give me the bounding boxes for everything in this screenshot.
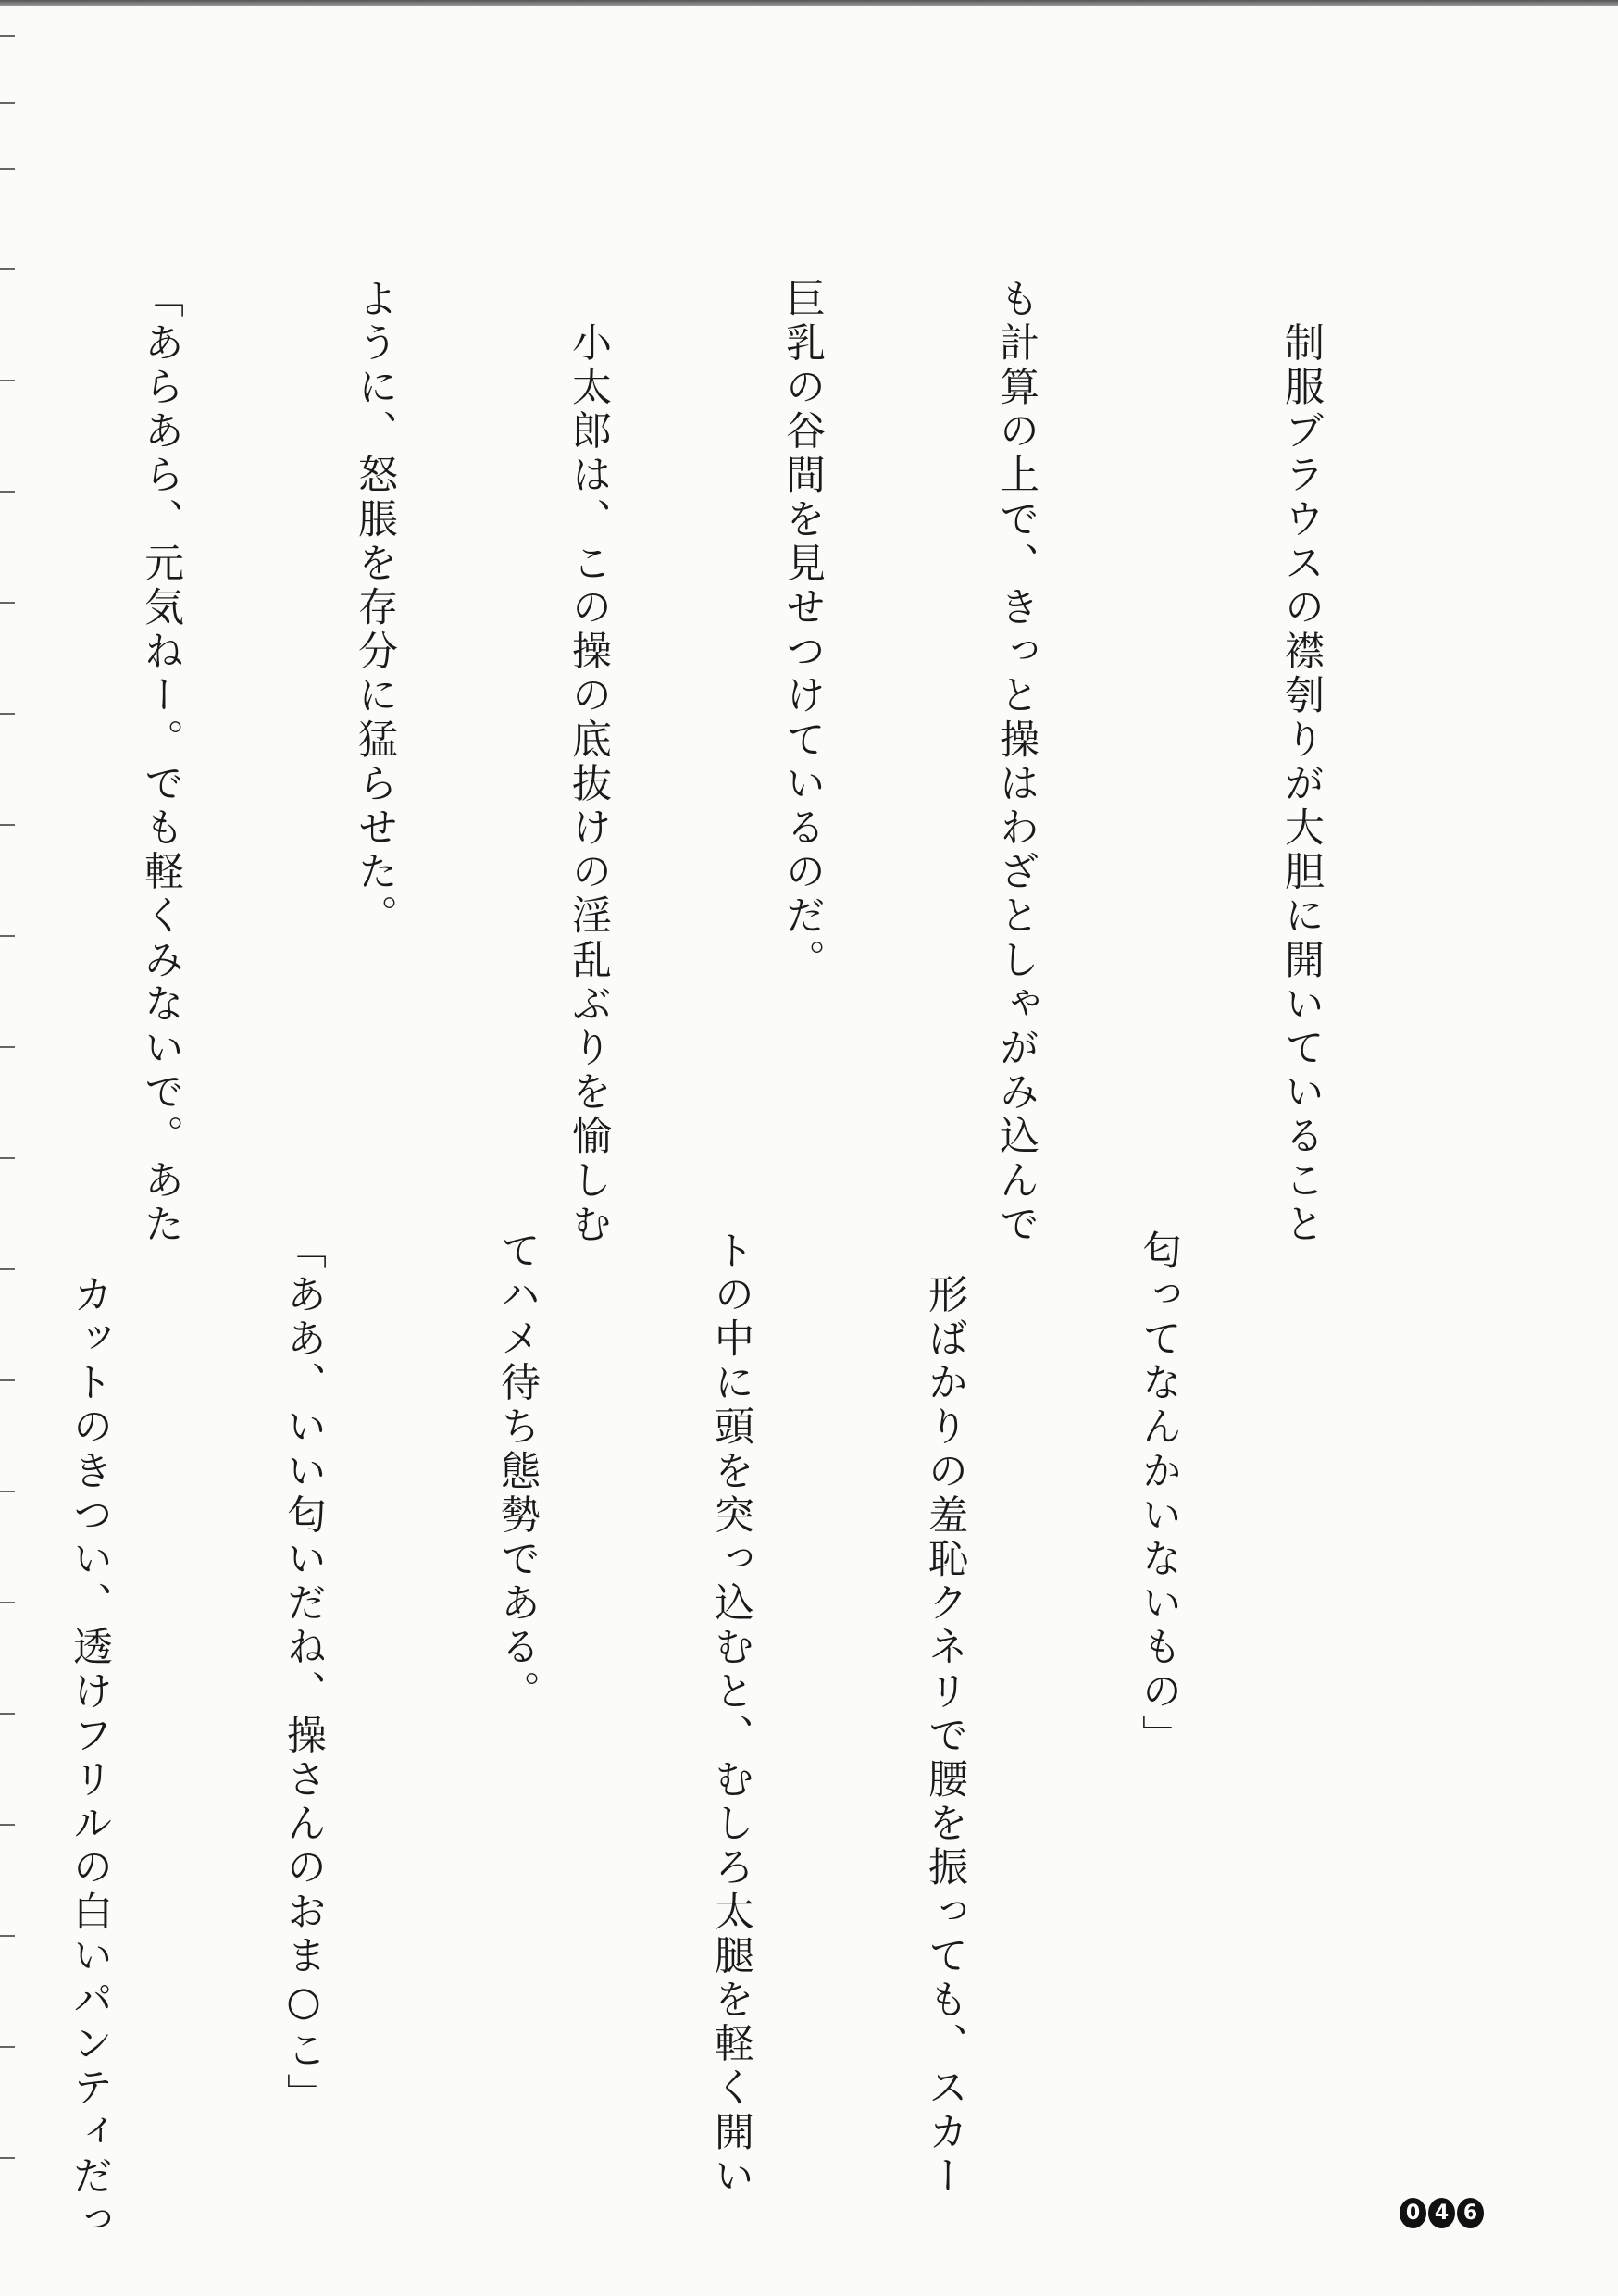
text-line: てハメ待ち態勢である。 [494,1229,541,1715]
text-line: トの中に頭を突っ込むと、むしろ太腿を軽く開い [708,1229,754,2200]
text-line: 巨乳の谷間を見せつけているのだ。 [779,278,826,983]
margin-tick [0,268,15,270]
upper-text-block [0,278,1337,1248]
lower-text-block [0,1229,1337,2243]
margin-tick [0,102,15,104]
page-number-digit: 0 [1400,2198,1426,2228]
page-number-digit: 4 [1428,2198,1455,2228]
page-number-digit: 6 [1457,2198,1484,2228]
text-line: も計算の上で、きっと操はわざとしゃがみ込んで [993,278,1039,1248]
text-line: 形ばかりの羞恥クネリで腰を振っても、スカー [922,1229,968,2200]
margin-tick [0,168,15,170]
text-line: ように、怒脹を存分に猛らせた。 [352,278,398,939]
text-line: 匂ってなんかいないもの」 [1136,1229,1182,1759]
top-edge-rule [0,0,1618,6]
text-line: 制服ブラウスの襟刳りが大胆に開いていること [1278,278,1325,1248]
page-number [1400,2198,1484,2228]
margin-tick [0,2157,15,2159]
margin-tick [0,35,15,37]
text-line: 「ああ、いい匂いだね、操さんのおま○こ」 [280,1229,327,2117]
text-line: 小太郎は、この操の底抜けの淫乱ぶりを愉しむ [566,278,612,1248]
text-line: 「あらあら、元気ねー。でも軽くみないで。あた [138,278,184,1248]
text-line: カットのきつい、透けフリルの白いパンティだっ [67,1229,113,2243]
